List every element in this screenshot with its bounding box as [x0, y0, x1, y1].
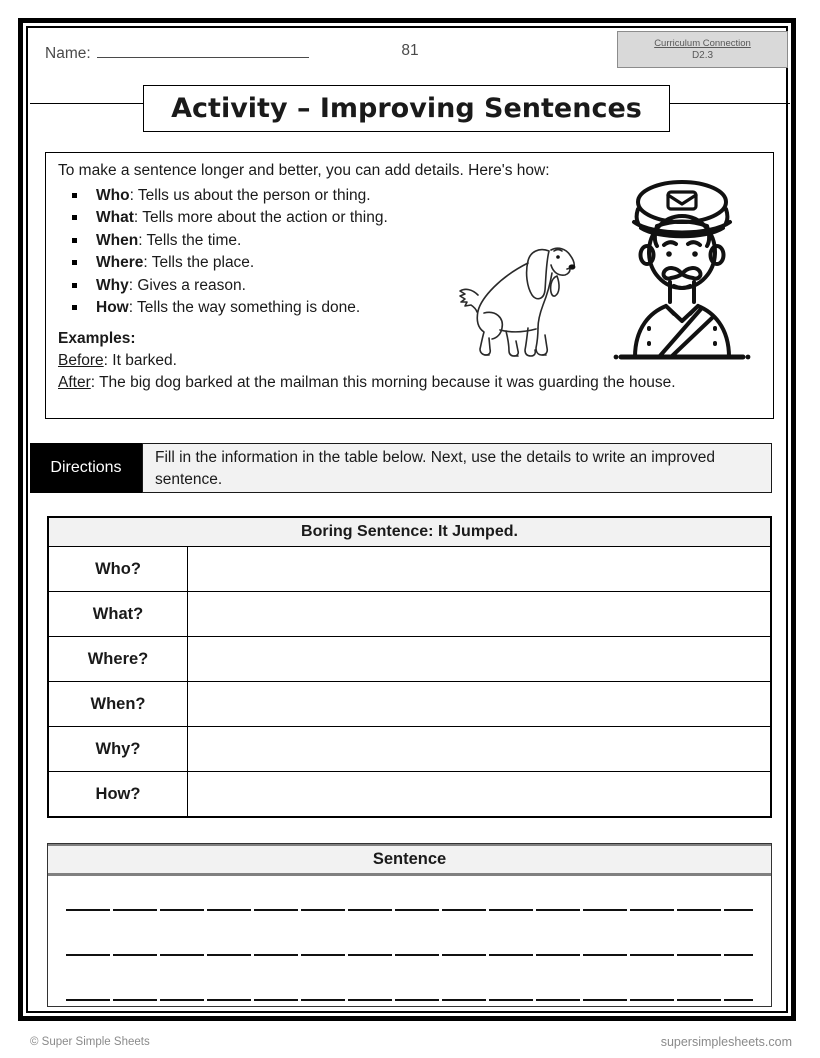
bullet-square-icon — [72, 260, 77, 265]
bullet-item-when: When: Tells the time. — [58, 230, 761, 252]
info-intro: To make a sentence longer and better, you can add details. Here's how: — [58, 162, 550, 179]
bullet-item-why: Why: Gives a reason. — [58, 275, 761, 297]
table-row — [49, 682, 770, 727]
bullet-item-where: Where: Tells the place. — [58, 252, 761, 274]
answer-cell-how[interactable] — [188, 772, 770, 816]
table-row — [49, 772, 770, 816]
bullet-item-what: What: Tells more about the action or thing. — [58, 207, 761, 229]
table-row — [49, 547, 770, 592]
boring-sentence-table — [47, 516, 772, 818]
row-label-what: What? — [49, 592, 188, 636]
row-label-when: When? — [49, 682, 188, 726]
info-box — [45, 152, 774, 419]
answer-cell-where[interactable] — [188, 637, 770, 681]
page-number: 81 — [401, 42, 419, 59]
website-link[interactable]: supersimplesheets.com — [660, 1035, 792, 1049]
table-header: Boring Sentence: It Jumped. — [49, 518, 770, 547]
sentence-header: Sentence — [48, 844, 771, 876]
bullet-item-who: Who: Tells us about the person or thing. — [58, 185, 761, 207]
answer-cell-when[interactable] — [188, 682, 770, 726]
answer-cell-why[interactable] — [188, 727, 770, 771]
row-label-where: Where? — [49, 637, 188, 681]
after-line: After: The big dog barked at the mailman this morning because it was guarding the house. — [58, 374, 676, 392]
examples-label: Examples: — [58, 330, 136, 348]
bullet-square-icon — [72, 283, 77, 288]
bullet-item-how: How: Tells the way something is done. — [58, 297, 761, 319]
table-row — [49, 637, 770, 682]
mailman-illustration-icon — [611, 175, 753, 365]
bullet-square-icon — [72, 193, 77, 198]
before-line: Before: It barked. — [58, 352, 177, 370]
table-row — [49, 592, 770, 637]
copyright-text: © Super Simple Sheets — [30, 1036, 150, 1048]
bullet-square-icon — [72, 238, 77, 243]
row-label-why: Why? — [49, 727, 188, 771]
dog-illustration-icon — [454, 235, 596, 363]
directions-text: Fill in the information in the table below. Next, use the details to write an improved sentence. — [142, 443, 772, 493]
answer-cell-who[interactable] — [188, 547, 770, 591]
curriculum-code: D2.3 — [691, 50, 714, 61]
page-title: Activity – Improving Sentences — [143, 85, 670, 132]
table-row — [49, 727, 770, 772]
row-label-how: How? — [49, 772, 188, 816]
answer-cell-what[interactable] — [188, 592, 770, 636]
sentence-section — [47, 843, 772, 1007]
curriculum-badge — [617, 31, 788, 68]
name-label: Name: — [45, 45, 91, 62]
directions-label: Directions — [30, 443, 142, 493]
writing-line[interactable] — [66, 954, 753, 956]
bullet-square-icon — [72, 305, 77, 310]
curriculum-title: Curriculum Connection — [654, 38, 751, 49]
row-label-who: Who? — [49, 547, 188, 591]
writing-line[interactable] — [66, 909, 753, 911]
bullet-square-icon — [72, 215, 77, 220]
writing-line[interactable] — [66, 999, 753, 1001]
